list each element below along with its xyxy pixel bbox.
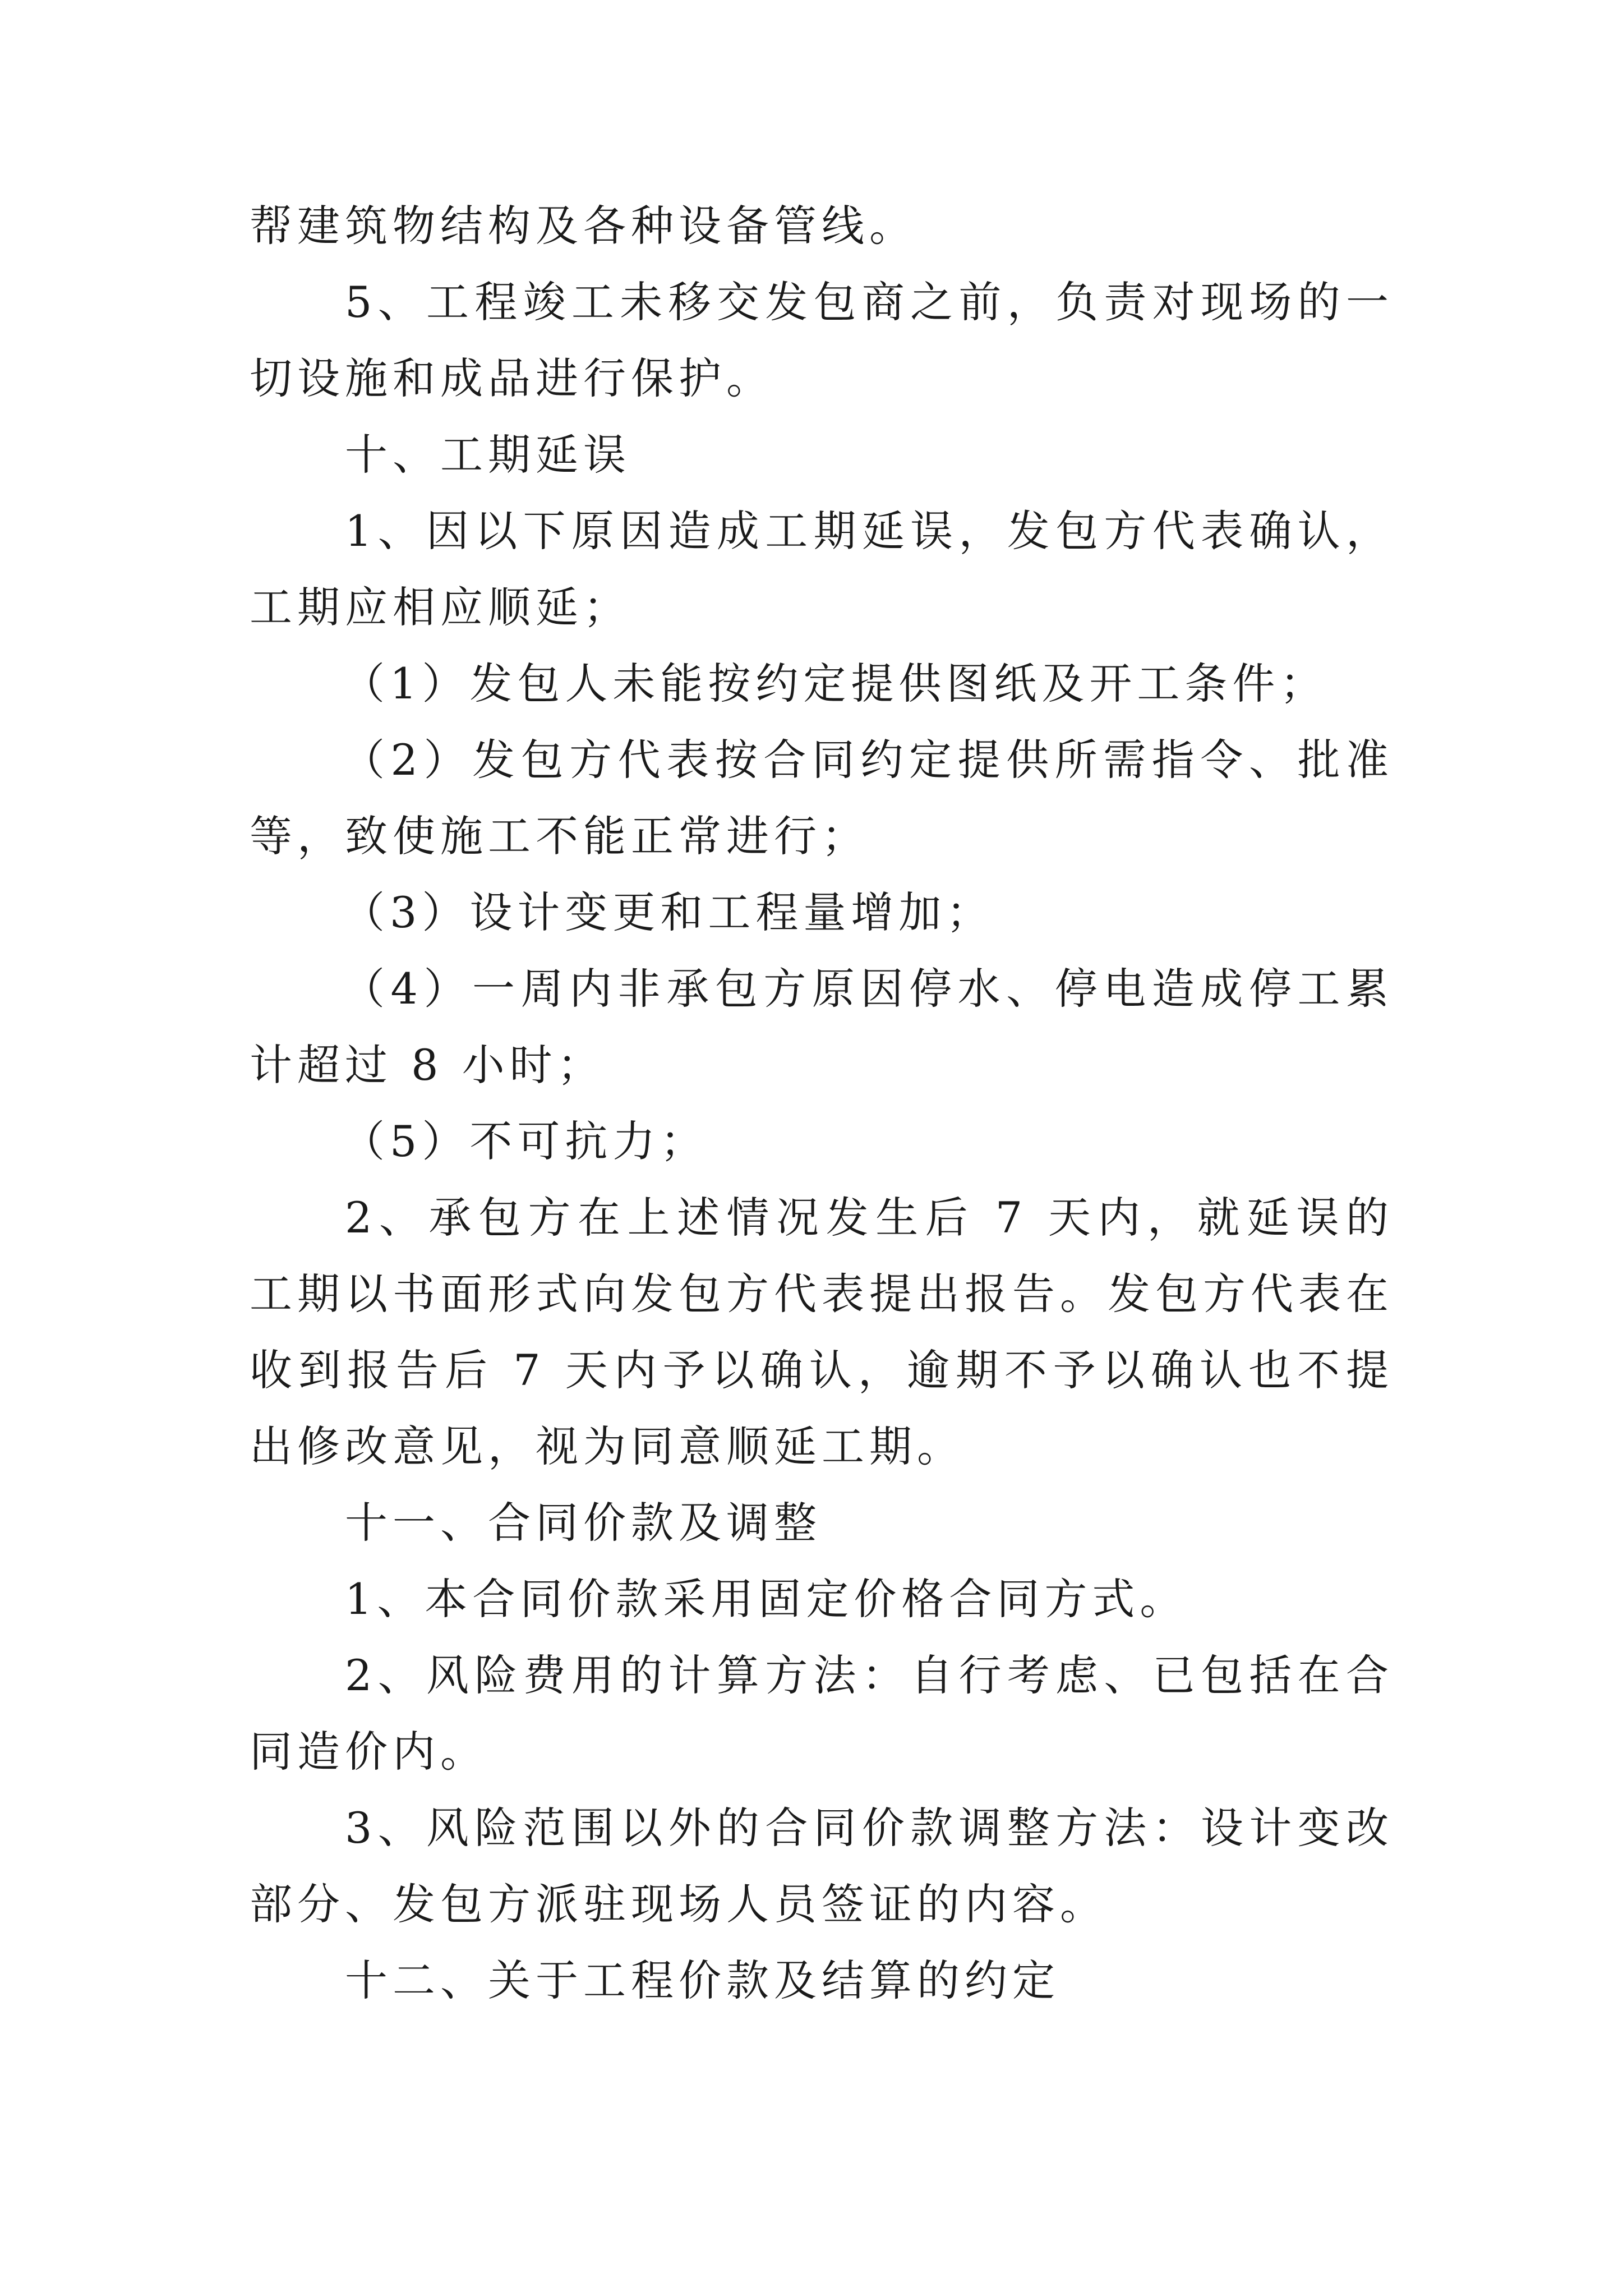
sub-item-5: （5）不可抗力； <box>342 1116 708 1166</box>
paragraph-price-3: 3、风险范围以外的合同价款调整方法：设计变改部分、发包方派驻现场人员签证的内容。 <box>250 1803 1394 1929</box>
sub-item-1: （1）发包人未能按约定提供图纸及开工条件； <box>342 659 1328 708</box>
paragraph-item-1: 1、因以下原因造成工期延误，发包方代表确认，工期应相应顺延； <box>250 506 1394 632</box>
paragraph-price-1: 1、本合同价款采用固定价格合同方式。 <box>345 1574 1188 1624</box>
sub-item-3: （3）设计变更和工程量增加； <box>342 887 994 937</box>
section-heading-12: 十二、关于工程价款及结算的约定 <box>345 1955 1060 2005</box>
paragraph-item-5: 5、工程竣工未移交发包商之前，负责对现场的一切设施和成品进行保护。 <box>250 277 1394 403</box>
document-body <box>250 188 1394 2019</box>
paragraph-item-2: 2、承包方在上述情况发生后 7 天内，就延误的工期以书面形式向发包方代表提出报告。发包方代表在收到报告后 7 天内予以确认，逾期不予以确认也不提出修改意见，视为同意顺延工期。 <box>250 1193 1394 1471</box>
paragraph-continuation: 帮建筑物结构及各种设备管线。 <box>250 201 917 251</box>
sub-item-2: （2）发包方代表按合同约定提供所需指令、批准等，致使施工不能正常进行； <box>250 735 1394 861</box>
sub-item-4: （4）一周内非承包方原因停水、停电造成停工累计超过 8 小时； <box>250 964 1394 1090</box>
paragraph-price-2: 2、风险费用的计算方法：自行考虑、已包括在合同造价内。 <box>250 1650 1394 1777</box>
section-heading-11: 十一、合同价款及调整 <box>345 1498 822 1548</box>
section-heading-10: 十、工期延误 <box>345 430 631 480</box>
